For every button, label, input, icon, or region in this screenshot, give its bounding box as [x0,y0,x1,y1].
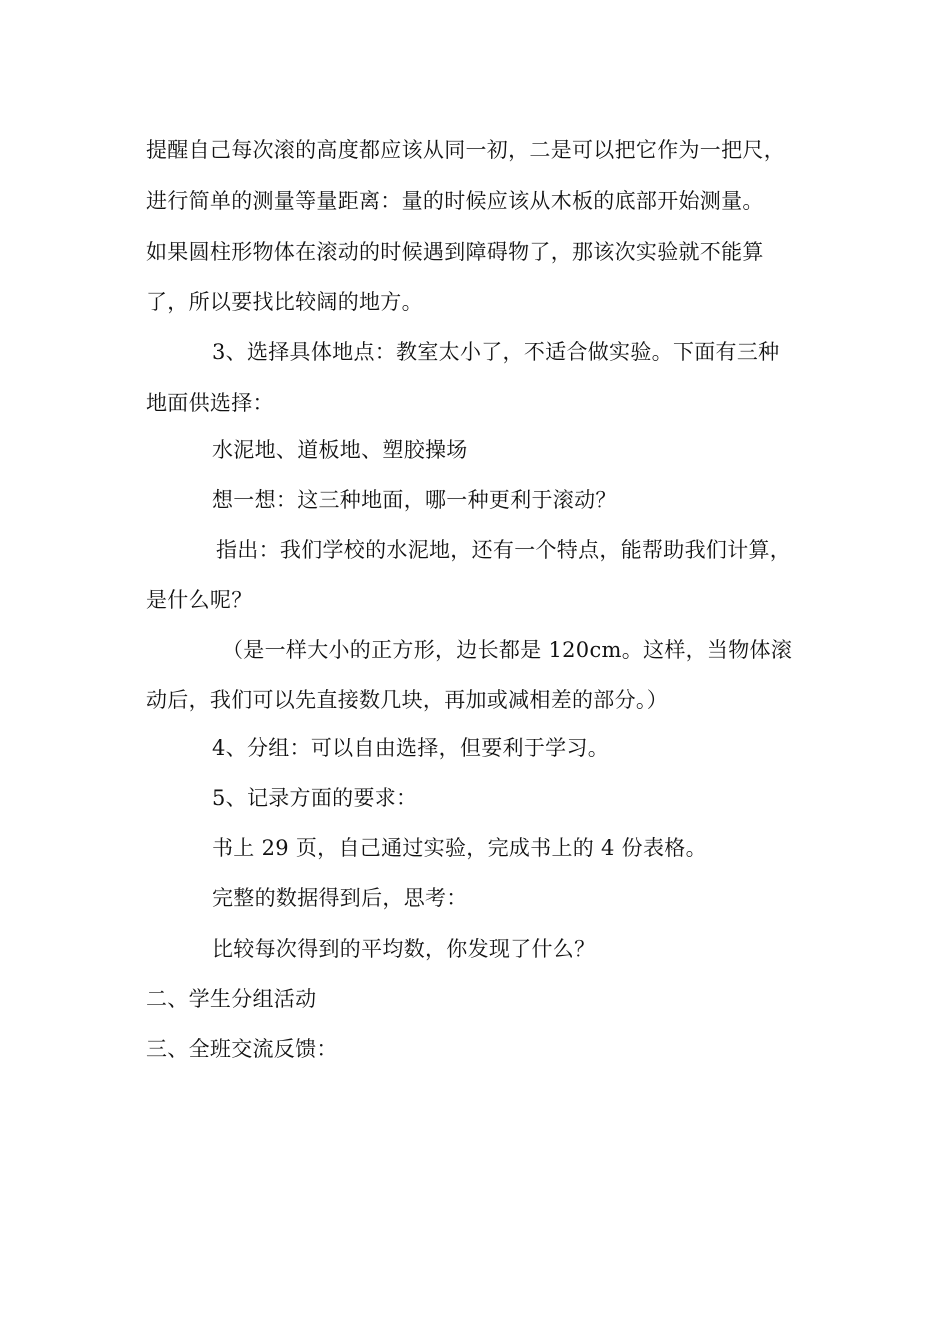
answer-line-2: 动后，我们可以先直接数几块，再加或减相差的部分。） [146,688,668,712]
section-5-heading: 5、记录方面的要求： [212,786,418,810]
section-3-heading: 3、选择具体地点：教室太小了，不适合做实验。下面有三种 [212,340,780,364]
paragraph-line-3: 如果圆柱形物体在滚动的时候遇到障碍物了，那该次实验就不能算 [146,240,764,264]
book-task-line: 书上 29 页，自己通过实验，完成书上的 4 份表格。 [212,836,707,860]
think-question: 想一想：这三种地面，哪一种更利于滚动？ [212,488,617,512]
ground-options: 水泥地、道板地、塑胶操场 [212,438,468,462]
part-two-heading: 二、学生分组活动 [146,987,317,1011]
paragraph-line-2: 进行简单的测量等量距离：量的时候应该从木板的底部开始测量。 [146,189,764,213]
think-after-data: 完整的数据得到后，思考： [212,886,468,910]
answer-line-1: （是一样大小的正方形，边长都是 120cm。这样，当物体滚 [222,638,793,662]
paragraph-line-1: 提醒自己每次滚的高度都应该从同一初，二是可以把它作为一把尺， [146,138,785,162]
paragraph-line-4: 了，所以要找比较阔的地方。 [146,290,423,314]
section-4-heading: 4、分组：可以自由选择，但要利于学习。 [212,736,610,760]
point-out-line-1: 指出：我们学校的水泥地，还有一个特点，能帮助我们计算， [216,538,792,562]
point-out-line-2: 是什么呢？ [146,588,253,612]
compare-question: 比较每次得到的平均数，你发现了什么？ [212,937,596,961]
part-three-heading: 三、全班交流反馈： [146,1037,338,1061]
paragraph-line-6: 地面供选择： [146,391,274,415]
